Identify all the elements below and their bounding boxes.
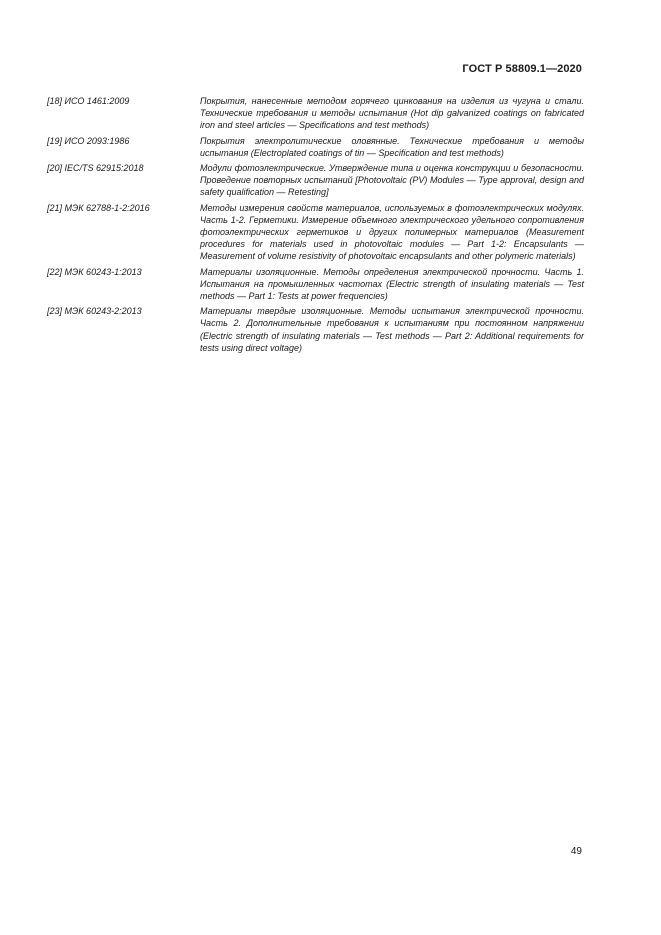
page-number: 49 bbox=[570, 846, 582, 857]
bibliography-list bbox=[47, 95, 584, 357]
reference-text: Материалы изоляционные. Методы определения электрической прочности. Часть 1. Испытания на промышленных частотах (Electric strength of insulating materials — Test methods — Part 1: Tests at power frequencies) bbox=[200, 266, 584, 302]
reference-id: [18] ИСО 1461:2009 bbox=[47, 96, 130, 106]
reference-id: [22] МЭК 60243-1:2013 bbox=[47, 266, 142, 277]
bibliography-entry bbox=[47, 95, 584, 132]
document-header: ГОСТ Р 58809.1—2020 bbox=[462, 63, 582, 75]
reference-id: [21] МЭК 62788-1-2:2016 bbox=[47, 202, 150, 213]
bibliography-entry bbox=[47, 162, 584, 199]
reference-id: [20] IEC/TS 62915:2018 bbox=[47, 163, 144, 174]
reference-text: Покрытия, нанесенные методом горячего цинкования на изделия из чугуна и стали. Технические требования и методы испытания (Hot dip galvanized coatings on fabricated iron and steel articles — Specifications and test methods) bbox=[200, 96, 584, 131]
reference-text: Методы измерения свойств материалов, используемых в фотоэлектрических модулях. Часть 1-2. Герметики. Измерение объемного электрического удельного сопротивления фотоэлектрических герметиков и других полимерных материалов (Measurement procedures for materials used in photovoltaic modules — Part 1-2: Encapsulants — Measurement of volume resistivity of photovoltaic encapsulants and other polymeric materials) bbox=[200, 202, 584, 262]
bibliography-entry bbox=[47, 202, 584, 263]
bibliography-entry bbox=[47, 135, 584, 159]
reference-text: Материалы твердые изоляционные. Методы испытания электрической прочности. Часть 2. Дополнительные требования к испытаниям при постоянном напряжении (Electric strength of insulating materials — Test methods — Part 2: Additional requirements for tests using direct voltage) bbox=[200, 306, 584, 353]
bibliography-entry bbox=[47, 305, 584, 354]
bibliography-entry bbox=[47, 266, 584, 303]
reference-text: Модули фотоэлектрические. Утверждение типа и оценка конструкции и безопасности. Проведение повторных испытаний [Photovoltaic (PV) Modules — Type approval, design and safety qualification — Retesting] bbox=[200, 163, 584, 198]
reference-id: [19] ИСО 2093:1986 bbox=[47, 135, 130, 146]
reference-id: [23] МЭК 60243-2:2013 bbox=[47, 306, 142, 317]
reference-text: Покрытия электролитические оловянные. Технические требования и методы испытания (Electroplated coatings of tin — Specification and test methods) bbox=[200, 135, 584, 158]
